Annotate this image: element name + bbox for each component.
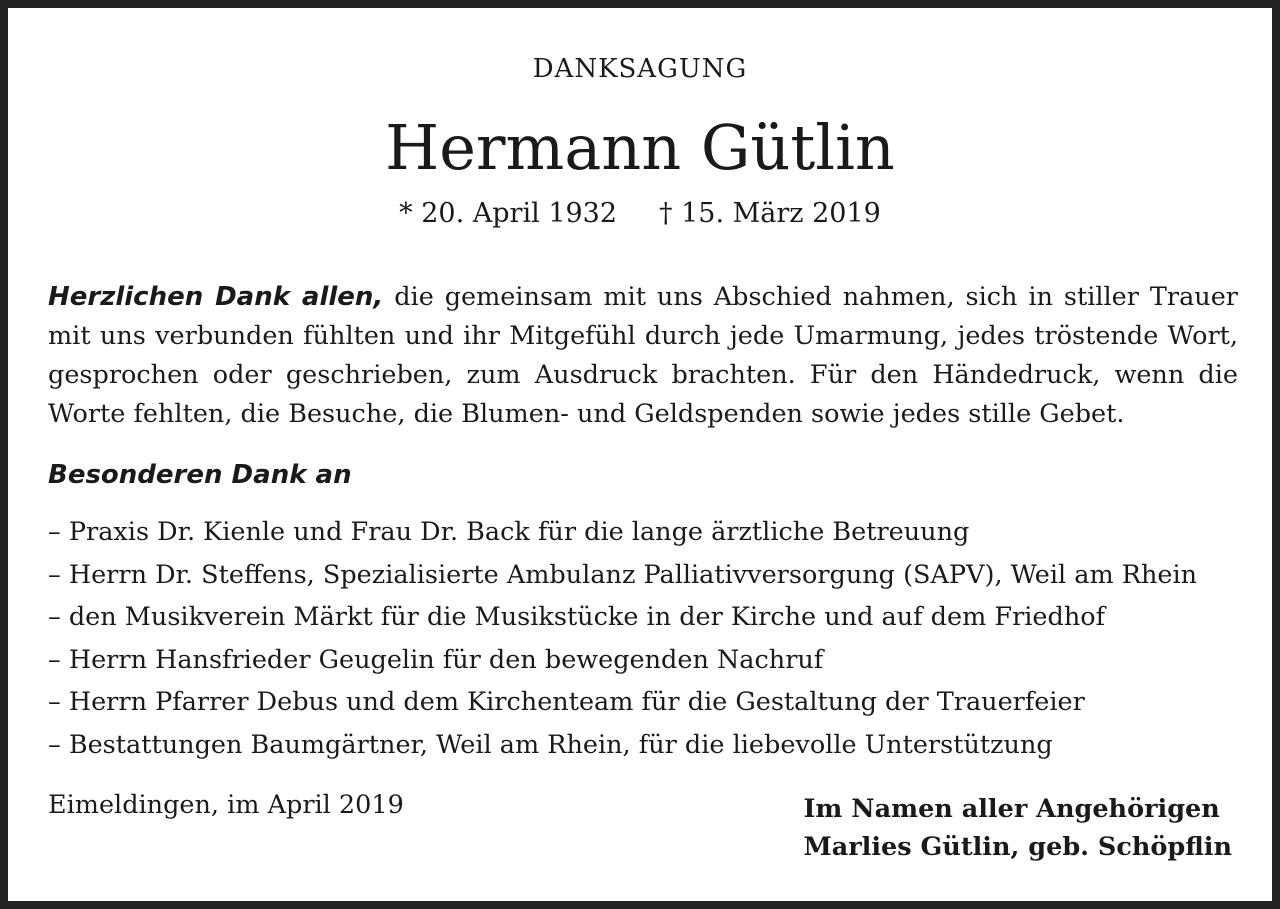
thank-you-text: die gemeinsam mit uns Abschied nahmen, sich in stiller Trauer mit uns verbunden fühlten und ihr Mitgefühl durch jede Umarmung, jedes tröstende Wort, gesprochen oder geschrieben, zum Ausdruck brachten. Für den Händedruck, wenn die Worte fehlten, die Besuche, die Blumen- und Geldspenden sowie jedes stille Gebet. [48, 282, 1238, 429]
list-item: – Herrn Dr. Steffens, Spezialisierte Ambulanz Palliativversorgung (SAPV), Weil am Rhein [48, 559, 1198, 590]
list-item: – Praxis Dr. Kienle und Frau Dr. Back für die lange ärztliche Betreuung [48, 517, 970, 547]
birth-date: * 20. April 1932 [399, 198, 618, 229]
list-item: – Bestattungen Baumgärtner, Weil am Rhein, für die liebevolle Unterstützung [48, 729, 1053, 760]
special-thanks-list [48, 511, 1238, 766]
list-item: – Herrn Pfarrer Debus und dem Kirchenteam für die Gestaltung der Trauerfeier [48, 687, 1085, 717]
thank-you-lead: Herzlichen Dank allen, [48, 282, 384, 312]
special-thanks-heading: Besonderen Dank an [48, 460, 352, 490]
list-item: – den Musikverein Märkt für die Musikstücke in der Kirche und auf dem Friedhof [48, 602, 1106, 632]
list-item: – Herrn Hansfrieder Geugelin für den bewegenden Nachruf [48, 644, 824, 675]
notice-heading: DANKSAGUNG [532, 54, 748, 84]
signature-line-relatives: Im Namen aller Angehörigen [803, 794, 1220, 824]
death-date: † 15. März 2019 [659, 198, 881, 229]
place-and-date: Eimeldingen, im April 2019 [48, 790, 404, 820]
deceased-name: Hermann Gütlin [385, 111, 895, 184]
life-dates [8, 198, 1272, 229]
signature-block [803, 790, 1232, 866]
thank-you-paragraph [48, 278, 1238, 434]
signature-line-name: Marlies Gütlin, geb. Schöpflin [803, 832, 1232, 862]
